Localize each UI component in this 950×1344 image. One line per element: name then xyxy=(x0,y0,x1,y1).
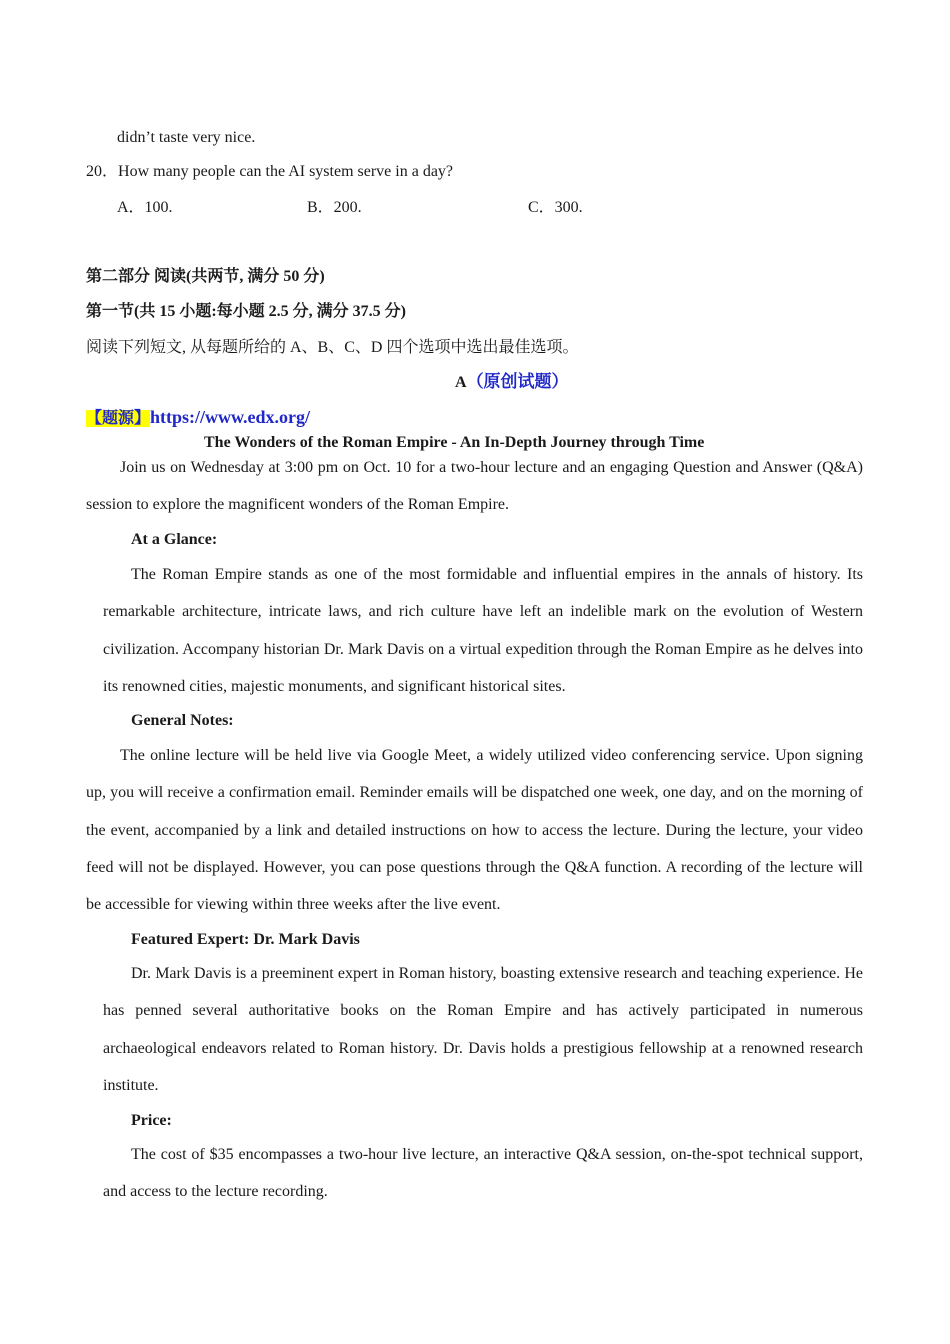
instruction-text: 阅读下列短文, 从每题所给的 A、B、C、D 四个选项中选出最佳选项。 xyxy=(86,339,579,356)
passage-label-note: （原创试题） xyxy=(466,372,569,391)
source-tag: 【题源】 xyxy=(86,410,151,427)
carryover-text: didn’t taste very nice. xyxy=(117,129,256,146)
section-body-expert: Dr. Mark Davis is a preeminent expert in Roman history, boasting extensive research and teaching experience. He has penned several authoritative books on the Roman Empire and has actively participated in numerous archaeological endeavors related to Roman history. Dr. Davis holds a prestigious fellowship at a renowned research institute. xyxy=(103,965,863,1094)
passage-letter: A xyxy=(455,374,467,391)
question-number: 20． xyxy=(86,163,119,180)
section-heading-notes: General Notes: xyxy=(131,712,234,729)
section-body-notes: The online lecture will be held live via Google Meet, a widely utilized video conferencing service. Upon signing up, you will receive a confirmation email. Reminder emails will be dispatched one week, one day, and on the morning of the event, accompanied by a link and detailed instructions on how to access the lecture. During the lecture, your video feed will not be displayed. However, you can pose questions through the Q&A function. A recording of the lecture will be accessible for viewing within three weeks after the live event. xyxy=(86,747,863,914)
section1-heading: 第一节(共 15 小题:每小题 2.5 分, 满分 37.5 分) xyxy=(86,303,406,320)
option-b: B．200. xyxy=(307,199,362,216)
passage-title: The Wonders of the Roman Empire - An In-Depth Journey through Time xyxy=(204,434,705,451)
section-body-glance: The Roman Empire stands as one of the most formidable and influential empires in the annals of history. Its remarkable architecture, intricate laws, and rich culture have left an indelible mark on the evolution of Western civilization. Accompany historian Dr. Mark Davis on a virtual expedition through the Roman Empire as he delves into its renowned cities, majestic monuments, and significant historical sites. xyxy=(103,566,863,695)
source-line xyxy=(86,407,310,429)
source-link[interactable]: https://www.edx.org/ xyxy=(150,407,311,427)
section-body-price: The cost of $35 encompasses a two-hour live lecture, an interactive Q&A session, on-the-spot technical support, and access to the lecture recording. xyxy=(103,1146,863,1201)
part2-heading: 第二部分 阅读(共两节, 满分 50 分) xyxy=(86,268,325,285)
section-heading-expert: Featured Expert: Dr. Mark Davis xyxy=(131,931,360,948)
section-heading-glance: At a Glance: xyxy=(131,531,218,548)
question-20 xyxy=(86,162,453,182)
option-a: A．100. xyxy=(117,199,173,216)
passage-label xyxy=(455,372,569,393)
option-c: C．300. xyxy=(528,199,583,216)
passage-intro: Join us on Wednesday at 3:00 pm on Oct. 10 for a two-hour lecture and an engaging Question and Answer (Q&A) session to explore the magnificent wonders of the Roman Empire. xyxy=(86,459,863,514)
question-text: How many people can the AI system serve in a day? xyxy=(118,163,454,180)
section-heading-price: Price: xyxy=(131,1112,172,1129)
